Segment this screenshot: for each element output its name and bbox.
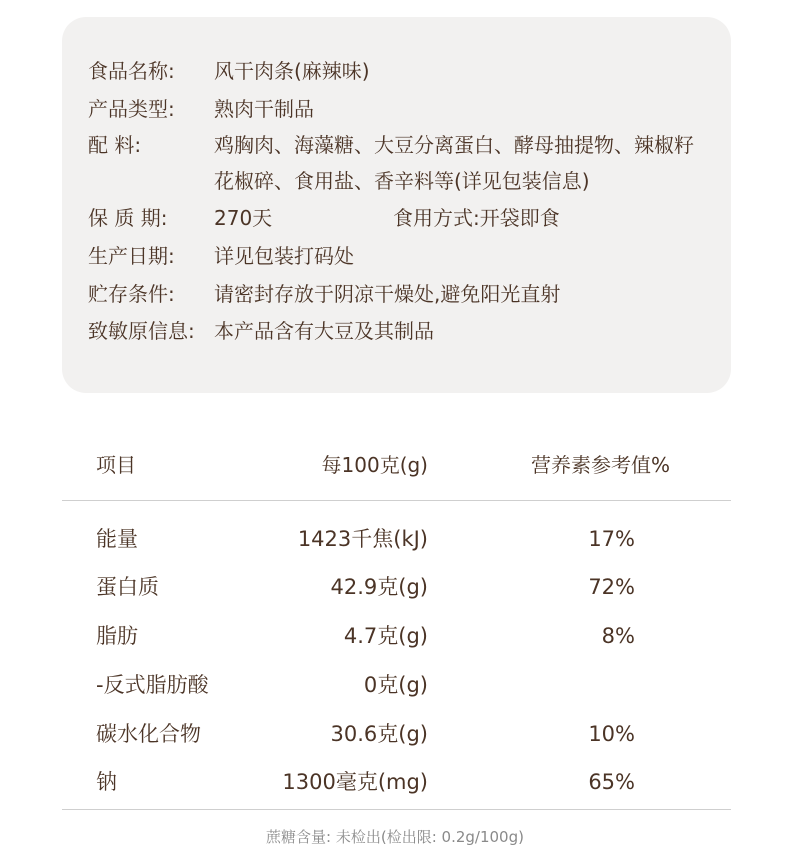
sucrose-footnote: 蔗糖含量: 未检出(检出限: 0.2g/100g) [266, 828, 524, 846]
info-row-ingredients [88, 127, 704, 199]
info-label: 贮存条件: [88, 282, 175, 306]
table-row-name: 碳水化合物 [96, 722, 201, 746]
header-per100: 每100克(g) [321, 453, 428, 477]
info-value: 风干肉条(麻辣味) [214, 59, 370, 83]
info-value: 熟肉干制品 [214, 97, 314, 121]
table-divider-top [62, 500, 731, 501]
info-value: 270天 [214, 206, 273, 230]
info-label: 保 质 期: [88, 206, 168, 230]
table-divider-bottom [62, 809, 731, 810]
table-row-amount: 4.7克(g) [343, 624, 428, 648]
table-row-name: -反式脂肪酸 [96, 673, 209, 697]
usage-text: 食用方式:开袋即食 [393, 206, 560, 230]
table-row-amount: 0克(g) [363, 673, 428, 697]
table-row-amount: 1423千焦(kJ) [297, 527, 428, 551]
table-row-name: 蛋白质 [96, 575, 159, 599]
table-row-nrv: 65% [588, 770, 635, 794]
info-value: 详见包装打码处 [214, 244, 354, 268]
info-label: 致敏原信息: [88, 319, 195, 343]
info-label: 产品类型: [88, 97, 175, 121]
info-row-shelf-life [88, 204, 272, 232]
info-row-production-date [88, 242, 354, 270]
header-nrv: 营养素参考值% [531, 453, 671, 477]
header-item: 项目 [96, 453, 136, 477]
info-usage [393, 204, 560, 232]
info-row-storage [88, 280, 560, 308]
info-row-allergen [88, 317, 434, 345]
table-row-nrv: 8% [601, 624, 635, 648]
info-value: 本产品含有大豆及其制品 [214, 319, 434, 343]
table-row-name: 能量 [96, 527, 138, 551]
table-row-name: 脂肪 [96, 624, 138, 648]
info-row-name [88, 57, 370, 85]
table-row-name: 钠 [96, 770, 117, 794]
info-value: 请密封存放于阴凉干燥处,避免阳光直射 [214, 282, 561, 306]
table-row-nrv: 17% [588, 527, 635, 551]
info-label: 生产日期: [88, 244, 175, 268]
table-row-nrv: 72% [588, 575, 635, 599]
info-value: 鸡胸肉、海藻糖、大豆分离蛋白、酵母抽提物、辣椒籽花椒碎、食用盐、香辛料等(详见包装信息) [214, 133, 694, 193]
table-row-amount: 1300毫克(mg) [282, 770, 428, 794]
info-label: 食品名称: [88, 59, 175, 83]
info-label: 配 料: [88, 133, 142, 157]
table-row-amount: 42.9克(g) [330, 575, 428, 599]
info-row-type [88, 95, 314, 123]
table-row-nrv: 10% [588, 722, 635, 746]
table-row-amount: 30.6克(g) [330, 722, 428, 746]
